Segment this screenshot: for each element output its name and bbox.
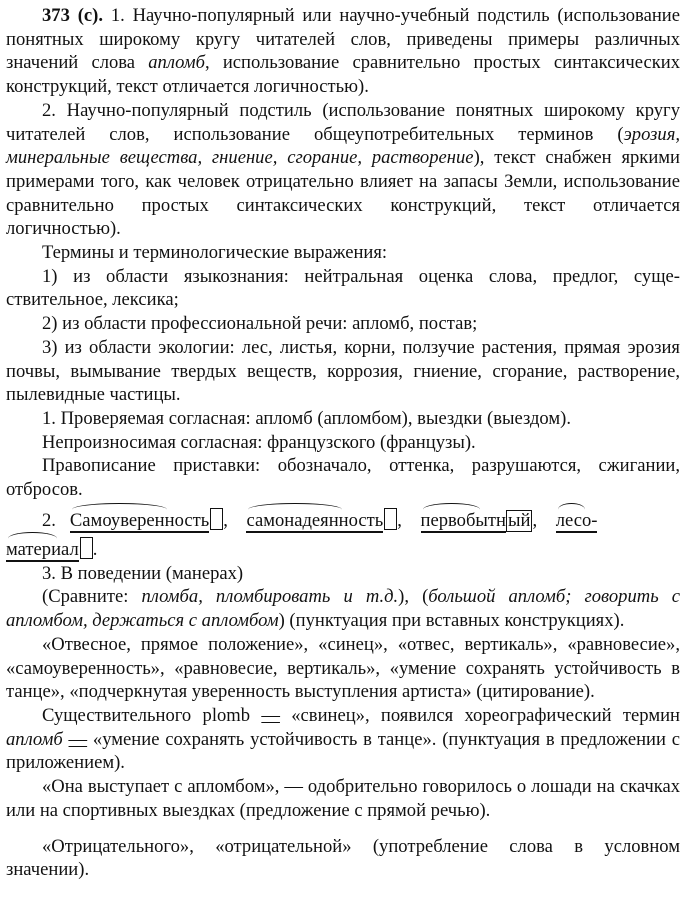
morphemic-analysis: 2. Самоуверенность , самонадеянность , первобытн ый , лесо- [42, 509, 598, 531]
conditional-usage-paragraph: «Отрицательного», «отрицательной» (употребление слова в условном значении). [6, 835, 680, 881]
exercise-number: 373 (с). [42, 5, 103, 26]
zero-ending-box [80, 537, 93, 559]
morph-word-1: Самоуверенность [69, 509, 210, 531]
terms-heading: Термины и терминологические выражения: [42, 242, 388, 264]
term-ecology: 3) из области экологии: лес, листья, корни, ползучие растения, прямая эрозия почвы, вымывание твердых веществ, коррозия, гниение, сгорание, растворение, пылевидные частицы. [6, 336, 680, 406]
paragraph-1: 373 (с). 1. Научно-популярный или научно-учебный подстиль (использование понятных широкому кругу читателей слов, приведены примеры различных значений слова апломб, использование сравнительно простых синтаксических конструкций, текст отличается логичностью). [6, 5, 680, 98]
quotes-paragraph: «Отвесное, прямое положение», «синец», «отвес, вертикаль», «равновесие», «самоуверенность», «равновесие, вертикаль», «умение сохранять устойчивость в танце», «подчеркнутая уверенность выступления артиста» (цитирование). [6, 633, 680, 703]
direct-speech-paragraph: «Она выступает с апломбом», — одобрительно говорилось о лошади на скачках или на спортивных выездках (предложение с прямой речью). [6, 776, 680, 821]
paragraph-2: 2. Научно-популярный подстиль (использование понятных широкому кругу читателей слов, использование общеупотребительных терминов (эрозия, минеральные вещества, гниение, сгорание, растворение), текст снабжен яркими примерами того, как человек отрицательно влияет на запасы Земли, использование сравнительно простых синтаксических конструкций, текст отличается логичностью). [6, 99, 681, 240]
ending-box: ый [508, 509, 531, 531]
morph-word-2: самонадеянность [246, 509, 384, 531]
orthography-checked-consonant: 1. Проверяемая согласная: апломб (апломбом), выездки (выездом). [42, 407, 571, 429]
morph-word-5: материал [6, 538, 79, 560]
zero-ending-box [210, 508, 223, 530]
morph-word-3: первобытн [420, 509, 506, 531]
morph-word-4: лесо- [555, 509, 598, 531]
compare-paragraph: (Сравните: пломба, пломбировать и т.д.), (большой апломб; говорить с апломбом, держаться с апломбом) (пунктуация при вставных конструкциях). [6, 586, 680, 632]
morphemic-label: 2. [42, 509, 56, 531]
etymology-paragraph: Существительного plomb — «свинец», появился хореографический термин апломб — «умение сохранять устойчивость в танце». (пунктуация в предложении с приложением). [6, 704, 680, 774]
zero-ending-box [384, 508, 397, 530]
term-professional: 2) из области профессиональной речи: апломб, постав; [42, 313, 478, 335]
spacer [6, 823, 680, 835]
orthography-silent-consonant: Непроизносимая согласная: французского (французы). [42, 431, 476, 453]
term-linguistics: 1) из области языкознания: нейтральная оценка слова, предлог, существительное, лексика; [6, 265, 680, 311]
section-3-heading: 3. В поведении (манерах) [42, 562, 244, 584]
orthography-prefix: Правописание приставки: обозначало, оттенка, разрушаются, сжигании, отбросов. [6, 455, 680, 501]
morphemic-analysis-continued: материал . [6, 538, 98, 560]
